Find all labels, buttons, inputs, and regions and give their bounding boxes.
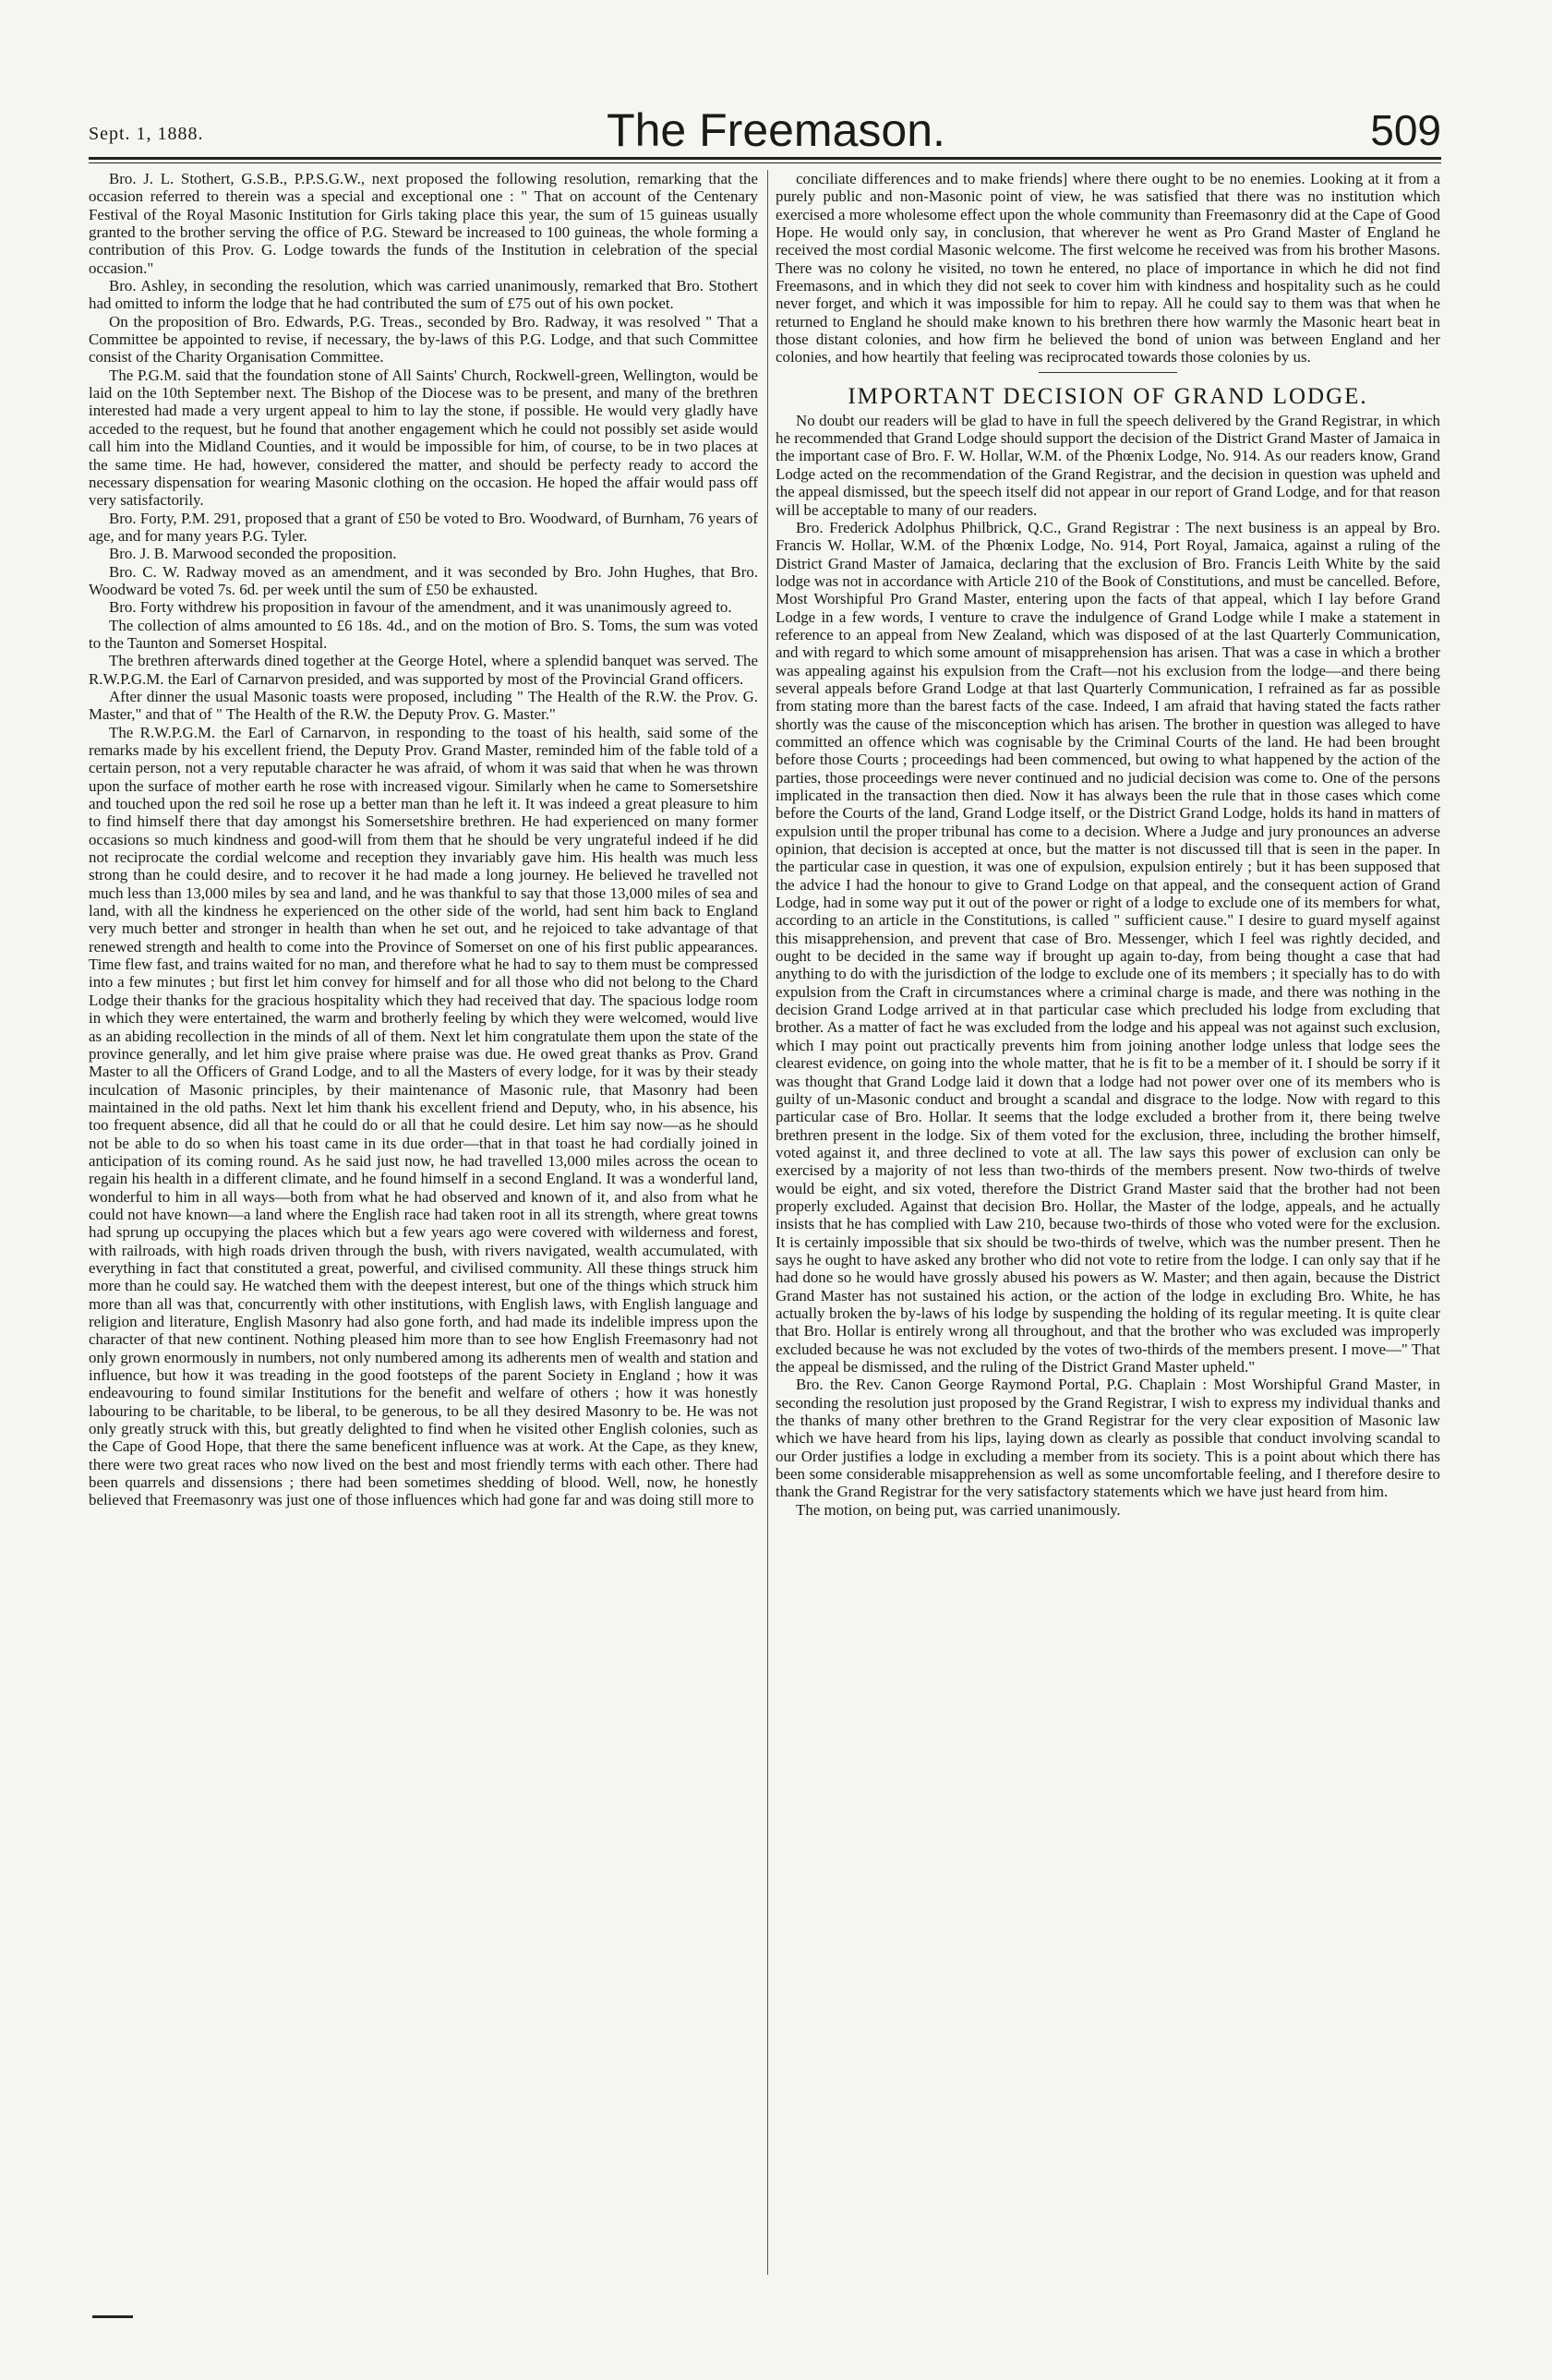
left-paragraph: Bro. Forty withdrew his proposition in favour of the amendment, and it was unanimously agreed to. bbox=[109, 598, 732, 617]
left-paragraph: The brethren afterwards dined together at the George Hotel, where a splendid banquet was served. The R.W.P.G.M. the Earl of Carnarvon presided, and was supported by most of the Provincial Grand officers. bbox=[89, 652, 758, 688]
end-mark bbox=[92, 2315, 133, 2318]
left-paragraph: The R.W.P.G.M. the Earl of Carnarvon, in responding to the toast of his health, said some of the remarks made by his excellent friend, the Deputy Prov. Grand Master, reminded him of the fable told of a certain person, not a very reputable character he was afraid, of whom it was said that when he was thrown upon the surface of mother earth he rose with increased vigour. Similarly when he came to Somersetshire and touched upon the red soil he rose up a better man than he left it. It was indeed a great pleasure to him to find himself there that day amongst his Somersetshire brethren. He had experienced on many former occasions so much kindness and good-will from them that he should be very ungrateful indeed if he did not reciprocate the cordial welcome and reception they invariably gave him. His health was much less strong than he could desire, and to recover it he had made a long journey. He believed he travelled not much less than 13,000 miles by sea and land, and he was thankful to say that those 13,000 miles of sea and land, with all the kindness he experienced on the other side of the world, had sent him back to England very much better and stronger in health than when he set out, and he rejoiced to take advantage of that renewed strength and health to come into the Province of Somerset on one of his first public appearances. Time flew fast, and trains waited for no man, and therefore what he had to say to them must be compressed into a few minutes ; but first let him convey for himself and for all those who did not belong to the Chard Lodge their thanks for the gracious hospitality which they had received that day. The spacious lodge room in which they were entertained, the warm and brotherly feeling by which they were welcomed, would live as an abiding recollection in the minds of all of them. Next let him congratulate them upon the state of the province generally, and let him give praise where praise was due. He owed great thanks as Prov. Grand Master to all the Officers of Grand Lodge, and to all the Masters of every lodge, for it was by their steady inculcation of Masonic principles, by their maintenance of Masonic rule, that Masonry had been maintained in the old paths. Next let him thank his excellent friend and Deputy, who, in his absence, his too frequent absence, did all that he could do or all that he could desire. Let him say now—as he should not be able to do so when his toast came in its due order—that in that toast he had cordially joined in anticipation of its coming round. As he said just now, he had travelled 13,000 miles across the ocean to regain his health in a different climate, and he found himself in a second England. It was a wonderful land, wonderful to him in all ways—both from what he had observed and known of it, and also from what he could not have known—a land where the English race had taken root in all its strength, where great towns had sprung up occupying the places which but a few years ago were covered with wilderness and forest, with railroads, with high roads driven through the bush, with rivers navigated, wealth accumulated, with everything in fact that constituted a great, powerful, and civilised community. All these things struck him more than he could say. He watched them with the deepest interest, but one of the things which struck him more than all was that, concurrently with other institutions, with English laws, with English language and religion and literature, English Masonry had also gone forth, and had made its indelible impress upon the character of that new continent. Nothing pleased him more than to see how English Freemasonry had not only grown enormously in numbers, not only numbered among its adherents men of wealth and station and influence, but how it was treading in the good footsteps of the parent Society in England ; how it was endeavouring to found similar Institutions for the benefit and welfare of others ; how it was honestly labouring to be charitable, to be liberal, to be generous, to be all they desired Masonry to be. He was not only greatly struck with this, but greatly delighted to find when he visited other English colonies, such as the Cape of Good Hope, that there the same beneficent influence was at work. At the Cape, as they knew, there were two great races who now lived on the best and most friendly terms with each other. There had been quarrels and dissensions ; there had been sometimes shedding of blood. Well, now, he honestly believed that Freemasonry was just one of those influences which had gone far and was doing still more to bbox=[89, 723, 758, 1509]
right-paragraph: No doubt our readers will be glad to have in full the speech delivered by the Grand Registrar, in which he recommended that Grand Lodge should support the decision of the District Grand Master of Jamaica in the important case of Bro. F. W. Hollar, W.M. of the Phœnix Lodge, No. 914. As our readers know, Grand Lodge acted on the recommendation of the Grand Registrar, and the decision in question was upheld and the appeal dismissed, but the speech itself did not appear in our report of Grand Lodge, and for that reason will be acceptable to many of our readers. bbox=[776, 411, 1440, 519]
left-paragraph: Bro. J. L. Stothert, G.S.B., P.P.S.G.W., next proposed the following resolution, remarking that the occasion referred to therein was a special and exceptional one : " That on account of the Centenary Festival of the Royal Masonic Institution for Girls taking place this year, the sum of 15 guineas usually granted to the brother serving the office of P.G. Steward be increased to 100 guineas, the whole forming a contribution of this Prov. G. Lodge towards the funds of the Institution in celebration of the special occasion." bbox=[89, 170, 758, 277]
header-rule-thin bbox=[89, 162, 1441, 163]
masthead-title: The Freemason. bbox=[607, 104, 945, 156]
left-column bbox=[89, 170, 758, 2293]
heading-rule bbox=[1039, 372, 1177, 373]
left-paragraph: The collection of alms amounted to £6 18s. 4d., and on the motion of Bro. S. Toms, the sum was voted to the Taunton and Somerset Hospital. bbox=[89, 616, 758, 652]
left-paragraph: Bro. J. B. Marwood seconded the proposition. bbox=[109, 545, 397, 563]
page-number: 509 bbox=[1370, 106, 1441, 154]
right-column bbox=[776, 170, 1440, 2275]
left-paragraph: After dinner the usual Masonic toasts were proposed, including " The Health of the R.W. the Prov. G. Master," and that of " The Health of the R.W. the Deputy Prov. G. Master." bbox=[89, 687, 758, 724]
right-paragraph: Bro. Frederick Adolphus Philbrick, Q.C., Grand Registrar : The next business is an appeal by Bro. Francis W. Hollar, W.M. of the Phœnix Lodge, No. 914, Port Royal, Jamaica, against a ruling of the District Grand Master of Jamaica, declaring that the exclusion of Bro. Francis Leith White by the said lodge was not in accordance with Article 210 of the Book of Constitutions, and must be cancelled. Before, Most Worshipful Pro Grand Master, entering upon the facts of that appeal, which I lay before Grand Lodge in a few words, I venture to crave the indulgence of Grand Lodge while I make a statement in reference to an appeal from New Zealand, which was disposed of at the last Quarterly Communication, and with regard to which some amount of misapprehension has arisen. That was a case in which a brother was appealing against his expulsion from the Craft—not his exclusion from the lodge—and there being several appeals before Grand Lodge at that last Quarterly Communication, I refrained as far as possible from stating more than the barest facts of the case. Indeed, I am afraid that having stated the facts rather shortly was the cause of the misconception which has arisen. The brother in question was alleged to have committed an offence which was cognisable by the Criminal Courts of the land. He had been brought before those Courts ; proceedings had been commenced, but owing to what happened by the action of the parties, those proceedings were never continued and no judicial decision was come to. One of the persons implicated in the transaction then died. Now it has always been the rule that in those cases which come before the Courts of the land, Grand Lodge itself, or the District Grand Lodge, holds its hand in matters of expulsion until the proper tribunal has come to a decision. Where a Judge and jury pronounces an adverse opinion, that decision is accepted at once, but the matter is not discussed till that is seen in the paper. In the particular case in question, it was one of expulsion, expulsion entirely ; but it has been supposed that the advice I had the honour to give to Grand Lodge on that appeal, and the consequent action of Grand Lodge, had in some way put it out of the power or right of a lodge to exclude one of its members for what, according to an article in the Constitutions, is called " sufficient cause." I desire to guard myself against this misapprehension, and prevent that case of Bro. Messenger, which I feel was rightly decided, and ought to be decided in the same way if brought up again to-day, from being thought a case that had anything to do with the jurisdiction of the lodge to exclude one of its members ; it specially has to do with expulsion from the Craft in circumstances where a criminal charge is made, and there was nothing in the decision Grand Lodge arrived at in that particular case which precluded his lodge from excluding that brother. As a matter of fact he was excluded from the lodge and his appeal was not against such exclusion, which I may point out practically prevents him from joining another lodge unless that lodge sees the clearest evidence, on going into the whole matter, that he is fit to be a member of it. I should be sorry if it was thought that Grand Lodge laid it down that a lodge had not power over one of its members who is guilty of un-Masonic conduct and brought a scandal and disgrace to the lodge. Now with regard to this particular case of Bro. Hollar. It seems that the lodge excluded a brother from it, there being twelve brethren present in the lodge. Six of them voted for the exclusion, three, including the brother himself, voted against it, and three declined to vote at all. The law says this power of exclusion can only be exercised by a majority of not less than two-thirds of the members present. Now two-thirds of twelve would be eight, and six voted, therefore the District Grand Master said that the brother had not been properly excluded. Against that decision Bro. Hollar, the Master of the lodge, appeals, and he actually insists that he has complied with Law 210, because two-thirds of those who voted were for the exclusion. It is certainly impossible that six should be two-thirds of twelve, which was the number present. Then he says he ought to have asked any brother who did not vote to retire from the lodge. I can only say that if he had done so he would have grossly abused his powers as W. Master; and then again, because the District Grand Master has not sustained his action, or the action of the lodge in excluding Bro. White, he has actually broken the by-laws of his lodge by suspending the holding of its regular meeting. It is quite clear that Bro. Hollar is entirely wrong all throughout, and that the brother who was excluded was improperly excluded because he was not excluded by the votes of two-thirds of the members present. I move—" That the appeal be dismissed, and the ruling of the District Grand Master upheld." bbox=[776, 518, 1440, 1376]
right-paragraph: conciliate differences and to make friends] where there ought to be no enemies. Looking at it from a purely public and non-Masonic point of view, he was satisfied that there was no institution which exercised a more wholesome effect upon the whole community than Freemasonry did at the Cape of Good Hope. He would only say, in conclusion, that wherever he went as Pro Grand Master of England he received the most cordial Masonic welcome. The first welcome he received was from his brother Masons. There was no colony he visited, no town he entered, no place of importance in which he did not find Freemasons, and in which they did not seek to cover him with kindness and hospitality such as he could never forget, and which it was impossible for him to repay. All he could say to them was that when he returned to England he should make known to his brethren there how warmly the Masonic heart beat in those distant colonies, and how firm he believed the bond of union was between England and her colonies, and how heartily that feeling was reciprocated towards those colonies by us. bbox=[776, 170, 1440, 367]
left-paragraph: The P.G.M. said that the foundation stone of All Saints' Church, Rockwell-green, Wellington, would be laid on the 10th September next. The Bishop of the Diocese was to be present, and many of the brethren interested had made a very urgent appeal to him to lay the stone, if possible. He would very gladly have acceded to the request, but he found that another engagement which he could not possibly set aside would call him into the Midland Counties, and it would be impossible for him, of course, to be in two places at the same time. He had, however, considered the matter, and should be perfecty ready to accord the necessary dispensation for wearing Masonic clothing on the occasion. He hoped the affair would pass off very satisfactorily. bbox=[89, 366, 758, 510]
left-paragraph: On the proposition of Bro. Edwards, P.G. Treas., seconded by Bro. Radway, it was resolved " That a Committee be appointed to revise, if necessary, the by-laws of this P.G. Lodge, and that such Committee consist of the Charity Organisation Committee. bbox=[89, 312, 758, 367]
issue-date: Sept. 1, 1888. bbox=[89, 124, 204, 144]
article-heading: IMPORTANT DECISION OF GRAND LODGE. bbox=[848, 383, 1368, 409]
right-paragraph: The motion, on being put, was carried unanimously. bbox=[796, 1500, 1121, 1519]
left-paragraph: Bro. Forty, P.M. 291, proposed that a grant of £50 be voted to Bro. Woodward, of Burnham, 76 years of age, and for many years P.G. Tyler. bbox=[89, 509, 758, 545]
column-divider bbox=[767, 170, 768, 2275]
right-paragraph: Bro. the Rev. Canon George Raymond Portal, P.G. Chaplain : Most Worshipful Grand Master, in seconding the resolution just proposed by the Grand Registrar, I wish to express my individual thanks and the thanks of many other brethren to the Grand Registrar for the very clear exposition of Masonic law which we have heard from his lips, laying down as clearly as possible that conduct involving scandal to our Order justifies a lodge in excluding a member from its society. This is a point about which there has been some considerable misapprehension as well as some uncomfortable feeling, and I therefore desire to thank the Grand Registrar for the very satisfactory statements which we have just heard from him. bbox=[776, 1376, 1440, 1501]
left-paragraph: Bro. C. W. Radway moved as an amendment, and it was seconded by Bro. John Hughes, that Bro. Woodward be voted 7s. 6d. per week until the sum of £50 be exhausted. bbox=[89, 562, 758, 598]
header-rule-thick bbox=[89, 157, 1441, 160]
left-paragraph: Bro. Ashley, in seconding the resolution, which was carried unanimously, remarked that Bro. Stothert had omitted to inform the lodge that he had contributed the sum of £75 out of his own pocket. bbox=[89, 277, 758, 313]
